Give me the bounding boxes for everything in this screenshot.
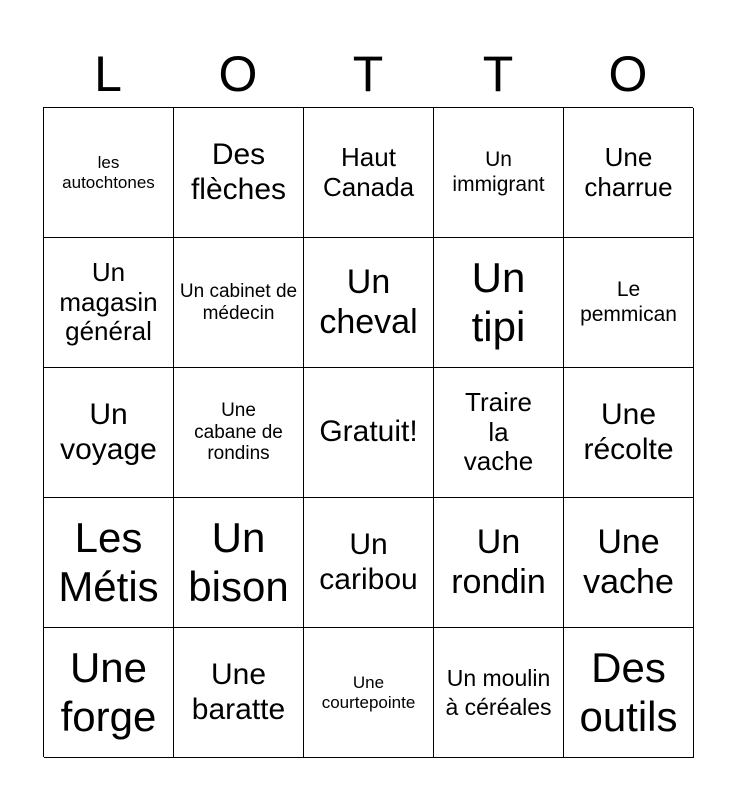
board-cell[interactable] [44,108,174,238]
cell-label: Traire la vache [463,386,534,477]
board-cell[interactable] [44,628,174,758]
board-cell[interactable] [434,628,564,758]
board-cell[interactable] [564,368,694,498]
lotto-header [43,44,693,104]
cell-label: Une baratte [191,658,286,726]
cell-label: Une vache [583,523,674,601]
board-cell[interactable] [174,368,304,498]
cell-label: Un tipi [471,254,526,350]
board-cell[interactable] [564,238,694,368]
board-cell[interactable] [564,628,694,758]
board-cell[interactable] [174,238,304,368]
board-cell[interactable] [44,368,174,498]
board-cell[interactable] [304,238,434,368]
board-cell[interactable] [304,108,434,238]
cell-label: Un cabinet de médecin [179,280,298,324]
board-cell[interactable] [304,498,434,628]
board-cell[interactable] [174,108,304,238]
cell-label: Une courtepointe [321,672,416,712]
cell-label: Un magasin général [59,256,158,347]
cell-label: Un rondin [451,523,546,601]
board-cell[interactable] [304,368,434,498]
board-cell[interactable] [564,498,694,628]
board-cell[interactable] [434,238,564,368]
header-letter-3: T [352,46,384,102]
header-letter-1: L [94,46,122,102]
cell-label: Un caribou [319,528,418,596]
board-cell[interactable] [434,368,564,498]
cell-label: Des outils [579,644,678,740]
cell-label: Un bison [188,514,289,610]
board-cell[interactable] [564,108,694,238]
cell-label: Gratuit! [319,415,418,449]
cell-label: Un moulin à céréales [445,664,552,720]
board-cell[interactable] [174,628,304,758]
header-letter-4: T [482,46,514,102]
cell-label: les autochtones [62,152,155,192]
board-cell[interactable] [44,238,174,368]
cell-label: Un immigrant [452,148,545,196]
board-cell[interactable] [434,498,564,628]
cell-label: Une récolte [583,398,674,466]
cell-label: Haut Canada [322,141,415,202]
cell-label: Des flèches [190,138,287,206]
cell-label: Un voyage [60,398,157,466]
cell-label: Le pemmican [580,278,677,326]
cell-label: Un cheval [319,263,418,341]
header-letter-2: O [218,46,258,102]
board-cell[interactable] [434,108,564,238]
board-cell[interactable] [44,498,174,628]
lotto-board [43,107,693,757]
header-letter-5: O [608,46,648,102]
board-cell[interactable] [174,498,304,628]
cell-label: Les Métis [58,514,159,610]
cell-label: Une cabane de rondins [194,399,283,465]
cell-label: Une charrue [584,141,673,202]
cell-label: Une forge [60,644,157,740]
board-cell[interactable] [304,628,434,758]
